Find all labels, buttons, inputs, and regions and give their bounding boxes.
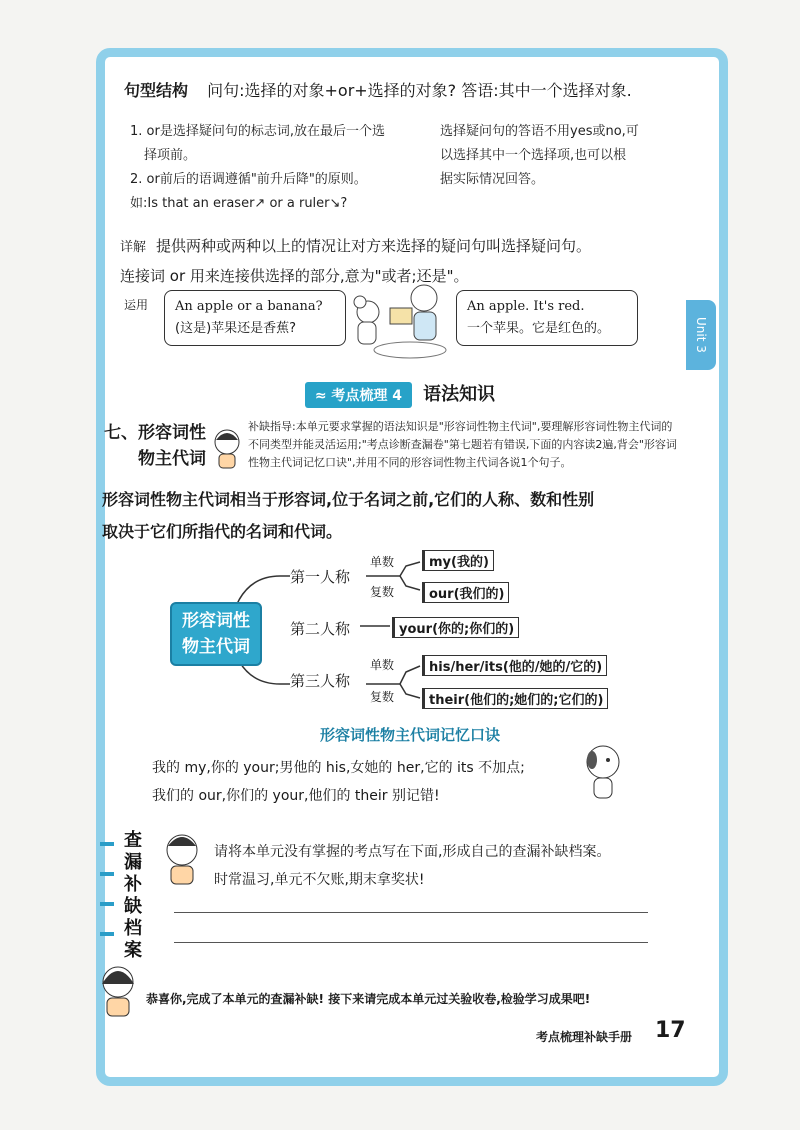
review-line1: 请将本单元没有掌握的考点写在下面,形成自己的查漏补缺档案。	[214, 844, 611, 860]
note-line: 以选择其中一个选择项,也可以根	[440, 148, 627, 163]
note-line: 据实际情况回答。	[440, 172, 545, 187]
section-badge: ≈ 考点梳理 4	[305, 382, 412, 408]
rhyme-title: 形容词性物主代词记忆口诀	[319, 726, 500, 744]
puppy-illustration	[578, 740, 628, 810]
footer-label: 考点梳理补缺手册	[536, 1030, 633, 1044]
review-char: 漏	[124, 852, 142, 873]
boy-avatar-icon	[160, 830, 204, 886]
mindmap-center	[170, 602, 262, 666]
usage-label: 运用	[124, 298, 149, 312]
definition	[102, 484, 692, 548]
usage-question-en: An apple or a banana?	[175, 299, 323, 314]
second-person-label: 第二人称	[290, 620, 351, 638]
third-plural-label: 复数	[370, 690, 395, 704]
mindmap-their: their(他们的;她们的;它们的)	[422, 688, 608, 709]
review-dash	[100, 902, 114, 906]
topic-title2: 物主代词	[138, 449, 206, 469]
cartoon-mouse-boy-illustration	[340, 280, 450, 360]
note-line: 1. or是选择疑问句的标志词,放在最后一个选	[130, 124, 385, 139]
congrats-text: 恭喜你,完成了本单元的查漏补缺! 接下来请完成本单元过关验收卷,检验学习成果吧!	[146, 992, 591, 1006]
review-dash	[100, 842, 114, 846]
review-char: 缺	[124, 896, 142, 917]
first-singular-label: 单数	[370, 555, 395, 569]
section-title: 语法知识	[423, 384, 496, 405]
note-line: 选择疑问句的答语不用yes或no,可	[440, 124, 639, 139]
write-line[interactable]	[174, 912, 648, 913]
student-avatar-icon	[210, 426, 244, 470]
notes-right	[440, 120, 680, 192]
detail-line2: 连接词 or 用来连接供选择的部分,意为"或者;还是"。	[120, 267, 469, 285]
topic-title	[102, 420, 206, 472]
topic-tip: 补缺指导:本单元要求掌握的语法知识是"形容词性物主代词",要理解形容词性物主代词的不同类型并能灵活运用;"考点诊断查漏卷"第七题若有错误,下面的内容读2遍,背会"形容词性物主代词记忆口诀",并用不同的形容词性物主代词各说1个句子。	[248, 420, 677, 469]
unit-tab[interactable]: Unit 3	[686, 300, 716, 370]
definition-line2: 取决于它们所指代的名词和代词。	[102, 522, 343, 541]
note-line: 如:Is that an eraser↗ or a ruler↘?	[130, 196, 348, 211]
note-line: 2. or前后的语调遵循"前升后降"的原则。	[130, 172, 367, 187]
usage-answer-bubble	[456, 290, 638, 346]
structure-text: 问句:选择的对象+or+选择的对象? 答语:其中一个选择对象.	[207, 81, 632, 100]
rhyme-body	[152, 754, 582, 810]
review-char: 补	[124, 874, 142, 895]
third-person-label: 第三人称	[290, 672, 351, 690]
rhyme-line1: 我的 my,你的 your;男他的 his,女她的 her,它的 its 不加点;	[152, 760, 525, 776]
rhyme-line2: 我们的 our,你们的 your,他们的 their 别记错!	[152, 788, 440, 804]
detail-line1: 提供两种或两种以上的情况让对方来选择的疑问句叫选择疑问句。	[156, 237, 592, 255]
review-dash	[100, 872, 114, 876]
usage-answer-en: An apple. It's red.	[467, 299, 585, 314]
mindmap-your: your(你的;你们的)	[392, 617, 519, 638]
definition-line1: 形容词性物主代词相当于形容词,位于名词之前,它们的人称、数和性别	[102, 490, 595, 509]
notes-left	[130, 120, 430, 216]
review-vertical-title	[118, 830, 148, 962]
review-char: 档	[124, 918, 142, 939]
mindmap-center-line2: 物主代词	[182, 637, 250, 657]
review-dash	[100, 932, 114, 936]
structure-label: 句型结构	[124, 81, 189, 100]
mindmap-his-her-its: his/her/its(他的/她的/它的)	[422, 655, 607, 676]
note-line: 择项前。	[144, 148, 197, 163]
mindmap-center-line1: 形容词性	[182, 611, 250, 631]
girl-avatar-icon	[96, 962, 140, 1018]
usage-question-bubble	[164, 290, 346, 346]
mindmap-my: my(我的)	[422, 550, 494, 571]
topic-number: 七、形容词性	[104, 423, 206, 443]
usage-answer-cn: 一个苹果。它是红色的。	[467, 321, 611, 336]
first-person-label: 第一人称	[290, 568, 351, 586]
first-plural-label: 复数	[370, 585, 395, 599]
review-line2: 时常温习,单元不欠账,期末拿奖状!	[214, 872, 425, 888]
usage-question-cn: (这是)苹果还是香蕉?	[175, 321, 297, 336]
page-number: 17	[655, 1018, 686, 1043]
third-singular-label: 单数	[370, 658, 395, 672]
structure-row	[124, 78, 632, 101]
write-line[interactable]	[174, 942, 648, 943]
mindmap-our: our(我们的)	[422, 582, 509, 603]
detail-label: 详解	[120, 240, 147, 255]
section-heading	[270, 380, 530, 408]
review-char: 查	[124, 830, 142, 851]
review-text	[214, 838, 684, 894]
review-char: 案	[124, 940, 142, 961]
